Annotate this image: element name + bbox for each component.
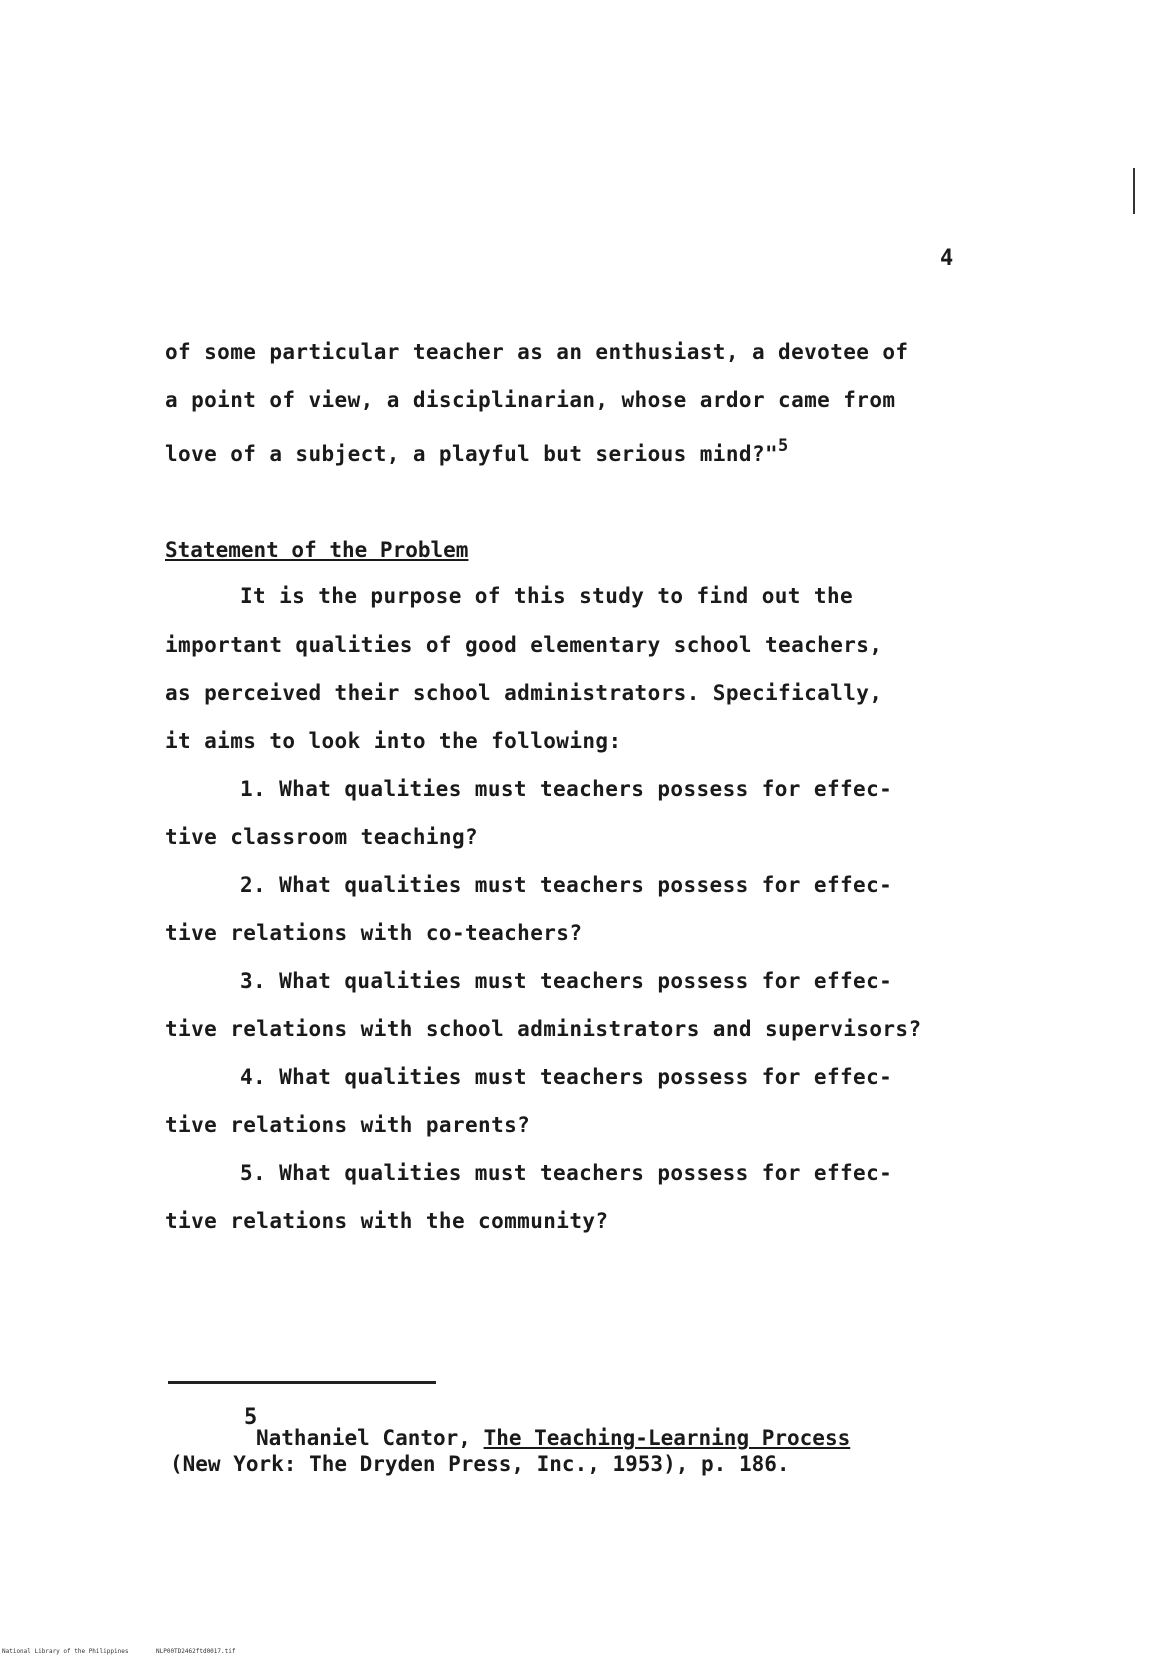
footnote-number: 5 <box>244 1405 258 1430</box>
paragraph-line-2: important qualities of good elementary school teachers, <box>165 633 883 657</box>
margin-mark <box>1133 168 1135 214</box>
footnote-title: The Teaching-Learning Process <box>483 1426 851 1450</box>
section-heading: Statement of the Problem <box>165 538 469 562</box>
footnote-reference: 5 <box>778 436 789 456</box>
footnote-divider <box>168 1381 436 1384</box>
quote-line-3-text: love of a subject, a playful but serious mind?" <box>165 442 779 466</box>
footnote-publication: (New York: The Dryden Press, Inc., 1953), p. 186. <box>170 1452 790 1476</box>
question-4-line-2: tive relations with parents? <box>165 1113 531 1137</box>
paragraph-line-1: It is the purpose of this study to find out the <box>240 584 854 608</box>
question-1-line-2: tive classroom teaching? <box>165 825 479 849</box>
question-3-line-1: 3. What qualities must teachers possess for effec- <box>240 969 893 993</box>
footnote-citation-line-1 <box>256 1426 850 1450</box>
quote-line-1: of some particular teacher as an enthusiast, a devotee of <box>165 340 909 364</box>
question-2-line-2: tive relations with co-teachers? <box>165 921 583 945</box>
scan-file-label: NLP00TD2462ftd0017.tif <box>156 1648 236 1655</box>
paragraph-line-4: it aims to look into the following: <box>165 729 622 753</box>
question-2-line-1: 2. What qualities must teachers possess for effec- <box>240 873 893 897</box>
question-4-line-1: 4. What qualities must teachers possess for effec- <box>240 1065 893 1089</box>
question-5-line-2: tive relations with the community? <box>165 1209 609 1233</box>
paragraph-line-3: as perceived their school administrators. Specifically, <box>165 681 883 705</box>
quote-line-3 <box>165 436 789 466</box>
quote-line-2: a point of view, a disciplinarian, whose ardor came from <box>165 388 896 412</box>
question-5-line-1: 5. What qualities must teachers possess for effec- <box>240 1161 893 1185</box>
question-3-line-2: tive relations with school administrators and supervisors? <box>165 1017 922 1041</box>
footnote-author: Nathaniel Cantor, <box>256 1426 484 1450</box>
scan-library-label: National Library of the Philippines <box>2 1648 129 1655</box>
question-1-line-1: 1. What qualities must teachers possess for effec- <box>240 777 893 801</box>
page-number: 4 <box>940 246 954 271</box>
